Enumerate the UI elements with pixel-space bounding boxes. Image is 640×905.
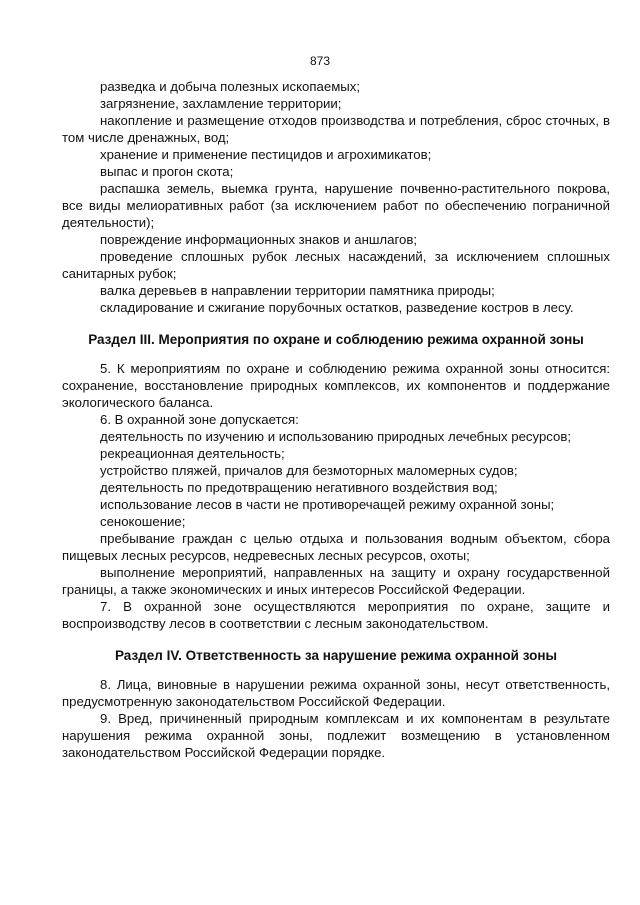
paragraph: выполнение мероприятий, направленных на защиту и охрану государственной границы, а также экономических и иных интересов Российской Федерации. (62, 565, 610, 597)
paragraph: деятельность по изучению и использованию природных лечебных ресурсов; (100, 429, 572, 444)
document-body (62, 78, 610, 761)
paragraph: выпас и прогон скота; (100, 164, 234, 179)
paragraph: сенокошение; (100, 514, 186, 529)
paragraph: 9. Вред, причиненный природным комплексам и их компонентам в результате нарушения режима охранной зоны, подлежит возмещению в установленном законодательством Российской Федерации порядке. (62, 711, 610, 760)
paragraph: разведка и добыча полезных ископаемых; (100, 79, 360, 94)
paragraph: 7. В охранной зоне осуществляются мероприятия по охране, защите и воспроизводству лесов в соответствии с лесным законодательством. (62, 599, 610, 631)
paragraph: валка деревьев в направлении территории памятника природы; (100, 283, 495, 298)
section-heading: Раздел III. Мероприятия по охране и соблюдению режима охранной зоны (88, 332, 584, 347)
paragraph: накопление и размещение отходов производства и потребления, сброс сточных, в том числе дренажных, вод; (62, 113, 610, 145)
paragraph: складирование и сжигание порубочных остатков, разведение костров в лесу. (100, 300, 574, 315)
paragraph: 5. К мероприятиям по охране и соблюдению режима охранной зоны относится: сохранение, восстановление природных комплексов, их компонентов и поддержание экологического баланса. (62, 361, 610, 410)
paragraph: использование лесов в части не противоречащей режиму охранной зоны; (100, 497, 555, 512)
paragraph: повреждение информационных знаков и аншлагов; (100, 232, 417, 247)
paragraph: рекреационная деятельность; (100, 446, 285, 461)
paragraph: деятельность по предотвращению негативного воздействия вод; (100, 480, 498, 495)
paragraph: устройство пляжей, причалов для безмоторных маломерных судов; (100, 463, 518, 478)
paragraph: загрязнение, захламление территории; (100, 96, 342, 111)
section-heading: Раздел IV. Ответственность за нарушение режима охранной зоны (114, 648, 558, 663)
paragraph: 6. В охранной зоне допускается: (100, 412, 299, 427)
page-number: 873 (309, 54, 331, 68)
paragraph: проведение сплошных рубок лесных насаждений, за исключением сплошных санитарных рубок; (62, 249, 610, 281)
paragraph: пребывание граждан с целью отдыха и пользования водным объектом, сбора пищевых лесных ресурсов, недревесных лесных ресурсов, охоты; (62, 531, 610, 563)
paragraph: распашка земель, выемка грунта, нарушение почвенно-растительного покрова, все виды мелиоративных работ (за исключением работ по обеспечению пограничной деятельности); (62, 181, 610, 230)
paragraph: 8. Лица, виновные в нарушении режима охранной зоны, несут ответственность, предусмотренную законодательством Российской Федерации. (62, 677, 610, 709)
paragraph: хранение и применение пестицидов и агрохимикатов; (100, 147, 432, 162)
